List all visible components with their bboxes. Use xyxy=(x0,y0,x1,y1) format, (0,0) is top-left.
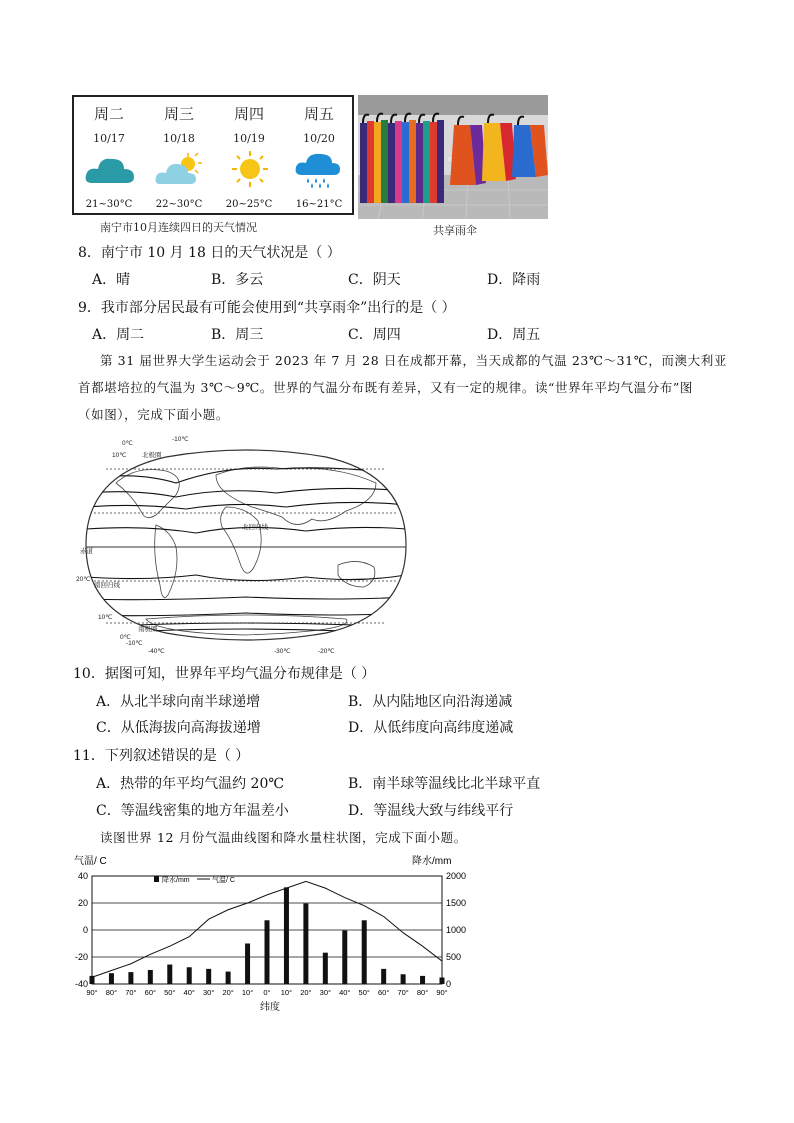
chart-x-tick: 20° xyxy=(300,988,312,997)
temp-label: 22~30°C xyxy=(155,199,203,210)
date-label: 10/18 xyxy=(163,132,195,145)
date-label: 10/17 xyxy=(93,132,125,145)
weather-day-3 xyxy=(214,97,284,210)
chart-x-tick: 70° xyxy=(125,988,137,997)
chart-x-tick: 70° xyxy=(397,988,409,997)
chart-right-tick: 500 xyxy=(446,952,462,962)
temperature-precipitation-chart xyxy=(70,854,470,1014)
question-9-stem: 9．我市部分居民最有可能会使用到“共享雨伞”出行的是（ ） xyxy=(78,300,456,316)
precip-bar xyxy=(362,920,367,984)
q8-option-a: A．晴 xyxy=(92,272,131,288)
map-label-m10c-bottom: -10℃ xyxy=(126,640,143,647)
question-11-stem: 11．下列叙述错误的是（ ） xyxy=(73,748,250,764)
map-label-m40c: -40℃ xyxy=(148,648,165,655)
precip-bar xyxy=(284,887,289,984)
legend-precip: 降水/mm xyxy=(162,877,190,884)
q10-option-c: C．从低海拔向高海拔递增 xyxy=(96,720,261,736)
chart-x-tick: 10° xyxy=(280,988,293,997)
rain-icon xyxy=(294,151,346,189)
precip-bar xyxy=(381,969,386,984)
precip-bar xyxy=(226,972,231,984)
chart-right-tick: 1500 xyxy=(446,898,467,908)
q9-option-c: C．周四 xyxy=(348,327,401,343)
chart-x-tick: 30° xyxy=(319,988,332,997)
day-label: 周四 xyxy=(233,105,264,123)
map-label-0c-left: 0℃ xyxy=(120,634,131,641)
chart-x-tick: 60° xyxy=(144,988,157,997)
legend-bar-swatch xyxy=(154,876,159,882)
q9-option-b: B．周三 xyxy=(211,327,264,343)
precip-bar xyxy=(109,973,114,984)
cloudy-icon xyxy=(84,151,136,187)
map-label-tropic-south: 南回归线 xyxy=(94,582,120,589)
chart-x-tick: 0° xyxy=(263,988,271,997)
chart-x-tick: 10° xyxy=(241,988,254,997)
precip-bar xyxy=(420,976,425,984)
q10-option-b: B．从内陆地区向沿海递减 xyxy=(348,694,513,710)
chart-x-tick: 80° xyxy=(105,988,118,997)
chart-x-tick: 40° xyxy=(339,988,351,997)
precip-bar xyxy=(206,969,211,984)
precip-bar xyxy=(303,904,308,984)
chart-x-tick: 80° xyxy=(416,988,429,997)
intro-line-2: 首都堪培拉的气温为 3℃～9℃。世界的气温分布既有差异，又有一定的规律。读“世界年平均气温分布”图 xyxy=(78,380,694,395)
chart-left-tick: -20 xyxy=(74,952,88,962)
q11-option-b: B．南半球等温线比北半球平直 xyxy=(348,776,541,792)
precip-bar xyxy=(187,967,192,984)
chart-left-axis-label: 气温/ C xyxy=(74,856,107,867)
map-label-0c-top: 0℃ xyxy=(122,440,133,447)
chart-x-tick: 40° xyxy=(183,988,195,997)
date-label: 10/20 xyxy=(303,132,335,145)
chart-x-axis-label: 纬度 xyxy=(260,1002,280,1013)
chart-intro: 读图世界 12 月份气温曲线图和降水量柱状图，完成下面小题。 xyxy=(100,830,467,845)
q8-option-b: B．多云 xyxy=(211,272,264,288)
q9-option-a: A．周二 xyxy=(92,327,145,343)
precip-bar xyxy=(167,965,172,984)
weather-day-2 xyxy=(144,97,214,210)
chart-right-tick: 1000 xyxy=(446,925,467,935)
precip-bar xyxy=(148,970,153,984)
map-label-m10c-top: -10℃ xyxy=(172,436,189,443)
chart-x-tick: 30° xyxy=(202,988,215,997)
precip-bar xyxy=(440,978,445,984)
chart-left-tick: 0 xyxy=(82,925,88,935)
q11-option-d: D．等温线大致与纬线平行 xyxy=(348,803,514,819)
map-label-10c-top: 10℃ xyxy=(112,452,127,459)
chart-left-tick: -40 xyxy=(74,979,88,989)
chart-x-tick: 90° xyxy=(86,988,98,997)
chart-x-tick: 20° xyxy=(222,988,234,997)
precip-bar xyxy=(245,944,250,985)
precip-bar xyxy=(265,920,270,984)
chart-right-tick: 0 xyxy=(446,979,452,989)
chart-x-tick: 60° xyxy=(377,988,390,997)
q10-option-d: D．从低纬度向高纬度递减 xyxy=(348,720,514,736)
temp-label: 20~25°C xyxy=(225,199,273,210)
sunny-icon xyxy=(224,151,276,187)
precip-bar xyxy=(342,931,347,984)
map-label-equator: 赤道 xyxy=(80,548,93,555)
precip-bar xyxy=(401,974,406,984)
map-label-m20c: -20℃ xyxy=(318,648,335,655)
map-label-m30c: -30℃ xyxy=(274,648,291,655)
temp-label: 21~30°C xyxy=(85,199,133,210)
world-temperature-map xyxy=(76,435,416,660)
map-label-arctic-circle: 北极圈 xyxy=(142,452,162,459)
chart-x-tick: 90° xyxy=(436,988,448,997)
intro-line-3: （如图），完成下面小题。 xyxy=(78,407,229,422)
q10-option-a: A．从北半球向南半球递增 xyxy=(96,694,261,710)
q11-option-a: A．热带的年平均气温约 20℃ xyxy=(96,776,285,792)
q9-option-d: D．周五 xyxy=(487,327,541,343)
q8-option-c: C．阴天 xyxy=(348,272,401,288)
shared-umbrella-photo xyxy=(358,95,548,219)
day-label: 周五 xyxy=(303,105,334,123)
q11-option-c: C．等温线密集的地方年温差小 xyxy=(96,803,289,819)
chart-x-tick: 50° xyxy=(358,988,370,997)
legend-temp: 气温/ C xyxy=(212,877,235,884)
map-label-tropic-north: 北回归线 xyxy=(242,524,268,531)
precip-bar xyxy=(323,953,328,984)
chart-x-tick: 50° xyxy=(164,988,176,997)
q8-option-d: D．降雨 xyxy=(487,272,541,288)
day-label: 周三 xyxy=(163,105,194,123)
partly-cloudy-icon xyxy=(154,151,206,187)
date-label: 10/19 xyxy=(233,132,265,145)
map-label-20c-left: 20℃ xyxy=(76,576,91,583)
intro-line-1: 第 31 届世界大学生运动会于 2023 年 7 月 28 日在成都开幕，当天成都的气温 23℃～31℃，而澳大利亚 xyxy=(100,353,727,368)
question-8-stem: 8．南宁市 10 月 18 日的天气状况是（ ） xyxy=(78,245,341,261)
weather-day-4 xyxy=(284,97,354,210)
chart-left-tick: 40 xyxy=(77,871,88,881)
temp-label: 16~21°C xyxy=(295,199,343,210)
day-label: 周二 xyxy=(93,105,124,123)
photo-caption: 共享雨伞 xyxy=(433,224,477,237)
question-10-stem: 10．据图可知，世界年平均气温分布规律是（ ） xyxy=(73,666,376,682)
weather-panel xyxy=(72,95,354,215)
chart-left-tick: 20 xyxy=(77,898,88,908)
map-label-10c-left: 10℃ xyxy=(98,614,113,621)
map-label-antarctic-circle: 南极圈 xyxy=(138,626,158,633)
chart-right-tick: 2000 xyxy=(446,871,467,881)
weather-caption: 南宁市10月连续四日的天气情况 xyxy=(100,221,257,234)
precip-bar xyxy=(128,972,133,984)
weather-day-1 xyxy=(74,97,144,210)
chart-right-axis-label: 降水/mm xyxy=(412,856,452,867)
